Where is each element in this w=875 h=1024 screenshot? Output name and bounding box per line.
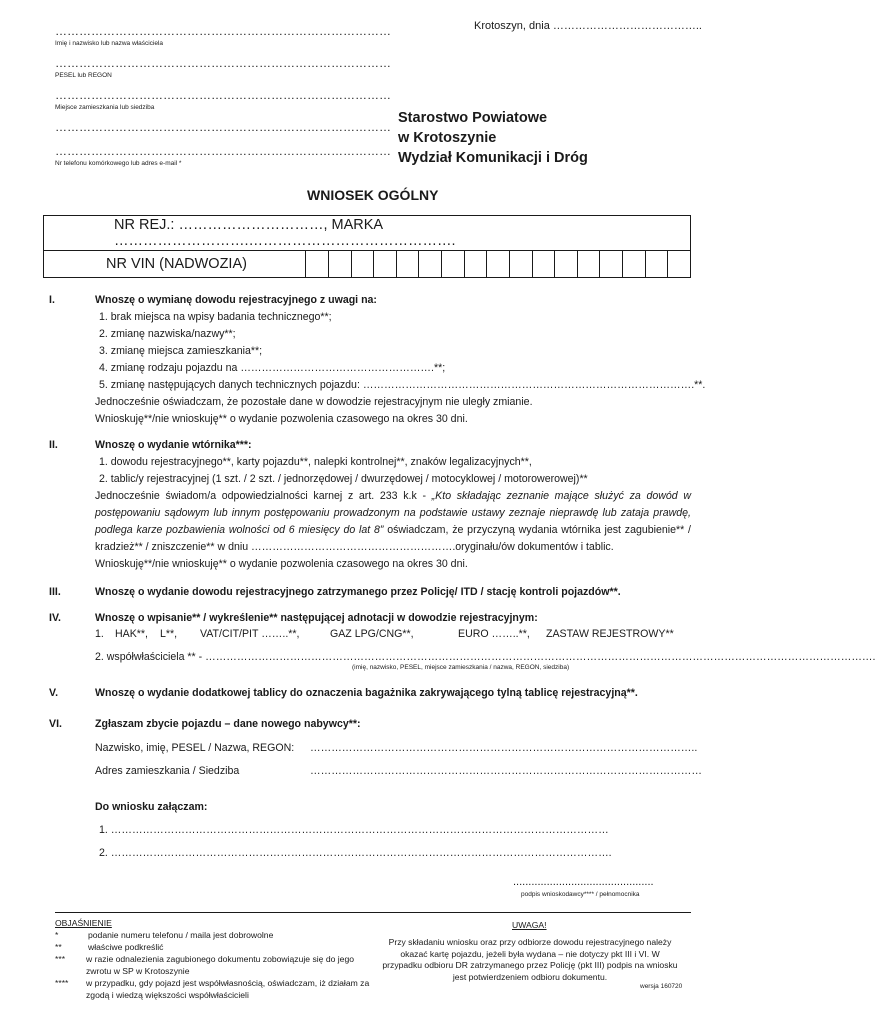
notice-text: Przy składaniu wniosku oraz przy odbiorze dowodu rejestracyjnego należy okazać kartę pojazdu, jeżeli była wydana – nie dotyczy pkt III i VI. W przypadku odbioru DR zatrzymanego przez Policję (pkt III) podpis na wniosku jest potwierdzeniem odbioru dokumentu. [382,937,678,982]
co-owner-caption: (imię, nazwisko, PESEL, miejsce zamieszkania / nazwa, REGON, siedziba) [352,664,570,671]
perjury-statement [95,488,691,556]
attachment-line[interactable]: 2. ……………………………………………………………………………………………………………………………. [99,847,612,859]
form-title: WNIOSEK OGÓLNY [307,187,439,203]
section-number: V. [49,687,59,699]
buyer-address-field[interactable]: ………………………………………………………………………………………………… [310,765,702,777]
vin-label: NR VIN (NADWOZIA) [44,251,306,278]
vin-cell[interactable] [419,251,442,278]
pesel-regon-field[interactable]: ………………………………………………………………………… [55,56,391,70]
vin-cell[interactable] [442,251,465,278]
section-number: VI. [49,718,62,730]
attachment-line[interactable]: 1. …………………………………………………………………………………………………………………………… [99,824,609,836]
section-number: I. [49,294,55,306]
vin-cell[interactable] [328,251,351,278]
addressee-line: Starostwo Powiatowe [398,110,548,126]
permit-choice[interactable]: Wnioskuję**/nie wnioskuję** o wydanie pozwolenia czasowego na okres 30 dni. [95,558,468,570]
footnote-mark: * [55,930,59,940]
section-heading[interactable]: Wnoszę o wydanie dowodu rejestracyjnego zatrzymanego przez Policję/ ITD / stację kontroli pojazdów**. [95,586,621,598]
section-heading: Wnoszę o wymianę dowodu rejestracyjnego z uwagi na: [95,294,377,306]
addressee-line: Wydział Komunikacji i Dróg [398,150,588,166]
vin-cell[interactable] [487,251,510,278]
address-extra-field[interactable]: ………………………………………………………………………… [55,120,391,134]
vin-cell[interactable] [464,251,487,278]
pesel-regon-label: PESEL lub REGON [55,72,112,79]
annotation-l[interactable]: L**, [160,628,178,640]
vin-cell[interactable] [577,251,600,278]
vin-cell[interactable] [645,251,668,278]
list-item[interactable]: 2. zmianę nazwiska/nazwy**; [99,328,236,340]
vin-cell[interactable] [306,251,329,278]
version-label: wersja 160720 [640,983,683,990]
vin-cell[interactable] [374,251,397,278]
signature-field[interactable]: .............................................. [513,876,654,888]
vin-cell[interactable] [509,251,532,278]
reg-make-field[interactable]: NR REJ.: …………………………, MARKA ……………………….……………………………………. [44,216,691,251]
footnote-mark: *** [55,954,66,964]
owner-name-field[interactable]: ………………………………………………………………………… [55,24,391,38]
annotation-pledge[interactable]: ZASTAW REJESTROWY** [546,628,674,640]
vin-cell[interactable] [351,251,374,278]
footnote-mark: **** [55,978,69,988]
notice-heading: UWAGA! [512,920,547,930]
address-field[interactable]: ………………………………………………………………………… [55,88,391,102]
contact-label: Nr telefonu komórkowego lub adres e-mail * [55,160,182,167]
addressee-line: w Krotoszynie [398,130,497,146]
vehicle-box [43,215,691,278]
footnote-text: podanie numeru telefonu / maila jest dobrowolne [88,930,274,940]
vin-cell[interactable] [555,251,578,278]
annotation-gas[interactable]: GAZ LPG/CNG**, [330,628,414,640]
vin-cell[interactable] [600,251,623,278]
list-item[interactable]: 3. zmianę miejsca zamieszkania**; [99,345,263,357]
vin-cell[interactable] [532,251,555,278]
buyer-name-field[interactable]: ……………………………………………………………………………………………….. [310,742,698,754]
vin-cell[interactable] [396,251,419,278]
attachments-heading: Do wniosku załączam: [95,801,208,813]
statement-suffix[interactable]: oświadczam, że przyczyną wydania wtórnika jest zagubienie** / kradzież** / zniszczenie** w dniu ………………………………………………….oryginału/ów dokumentów i tablic. [95,524,691,553]
statement-quote: „Kto składając zeznanie mające służyć za dowód w postępowaniu sądowym lub innym postępowaniu prowadzonym na podstawie ustawy zeznaje nieprawdę lub zataja prawdę, podlega karze pozbawienia wolności od 6 miesięcy do lat 8” [95,490,691,536]
buyer-name-label: Nazwisko, imię, PESEL / Nazwa, REGON: [95,742,295,754]
explanation-heading: OBJAŚNIENIE [55,918,112,928]
section-heading[interactable]: Wnoszę o wydanie dodatkowej tablicy do oznaczenia bagażnika zakrywającego tylną tablicę rejestracyjną**. [95,687,638,699]
statement-text: Jednocześnie oświadczam, że pozostałe dane w dowodzie rejestracyjnym nie uległy zmianie. [95,396,533,408]
address-label: Miejsce zamieszkania lub siedziba [55,104,155,111]
section-number: IV. [49,612,61,624]
vin-cell[interactable] [623,251,646,278]
section-heading: Wnoszę o wydanie wtórnika***: [95,439,252,451]
list-item[interactable]: 5. zmianę następujących danych technicznych pojazdu: ………………………………………………………………………………….**. [99,379,706,391]
buyer-address-label: Adres zamieszkania / Siedziba [95,765,240,777]
footnote-text: właściwe podkreślić [88,942,164,952]
signature-label: podpis wnioskodawcy**** / pełnomocnika [521,891,640,898]
section-number: II. [49,439,58,451]
footnote-mark: ** [55,942,62,952]
vin-cell[interactable] [668,251,691,278]
permit-choice[interactable]: Wnioskuję**/nie wnioskuję** o wydanie pozwolenia czasowego na okres 30 dni. [95,413,468,425]
annotation-euro[interactable]: EURO ……..**, [458,628,530,640]
list-item[interactable]: 2. tablic/y rejestracyjnej (1 szt. / 2 szt. / jednorzędowej / dwurzędowej / motocyklowej / motorowerowej)** [99,473,588,485]
list-item[interactable]: 1. brak miejsca na wpisy badania technicznego**; [99,311,332,323]
contact-field[interactable]: ………………………………………………………………………… [55,144,391,158]
footnote-text: w przypadku, gdy pojazd jest współwłasnością, oświadczam, iż działam za zgodą i wiedzą większości współwłaścicieli [86,978,370,1000]
place-date[interactable]: Krotoszyn, dnia ………………………………….. [474,20,702,32]
annotation-number: 1. [95,628,104,640]
statement-prefix: Jednocześnie świadom/a odpowiedzialności karnej z art. 233 k.k - [95,490,432,502]
footer-divider [55,912,691,913]
annotation-hak[interactable]: HAK**, [115,628,148,640]
section-heading: Wnoszę o wpisanie** / wykreślenie** następującej adnotacji w dowodzie rejestracyjnym: [95,612,538,624]
annotation-vat[interactable]: VAT/CIT/PIT ……..**, [200,628,300,640]
list-item[interactable]: 4. zmianę rodzaju pojazdu na ……………………………………………….**; [99,362,446,374]
owner-name-label: Imię i nazwisko lub nazwa właściciela [55,40,164,47]
co-owner-field[interactable]: 2. współwłaściciela ** - ………………………………………………………………………………………………………………………………………………………………………. [95,651,875,663]
list-item[interactable]: 1. dowodu rejestracyjnego**, karty pojazdu**, nalepki kontrolnej**, znaków legalizacyjnych**, [99,456,532,468]
section-number: III. [49,586,61,598]
footnote-text: w razie odnalezienia zagubionego dokumentu zobowiązuje się do jego zwrotu w SP w Krotoszynie [86,954,355,976]
section-heading: Zgłaszam zbycie pojazdu – dane nowego nabywcy**: [95,718,361,730]
